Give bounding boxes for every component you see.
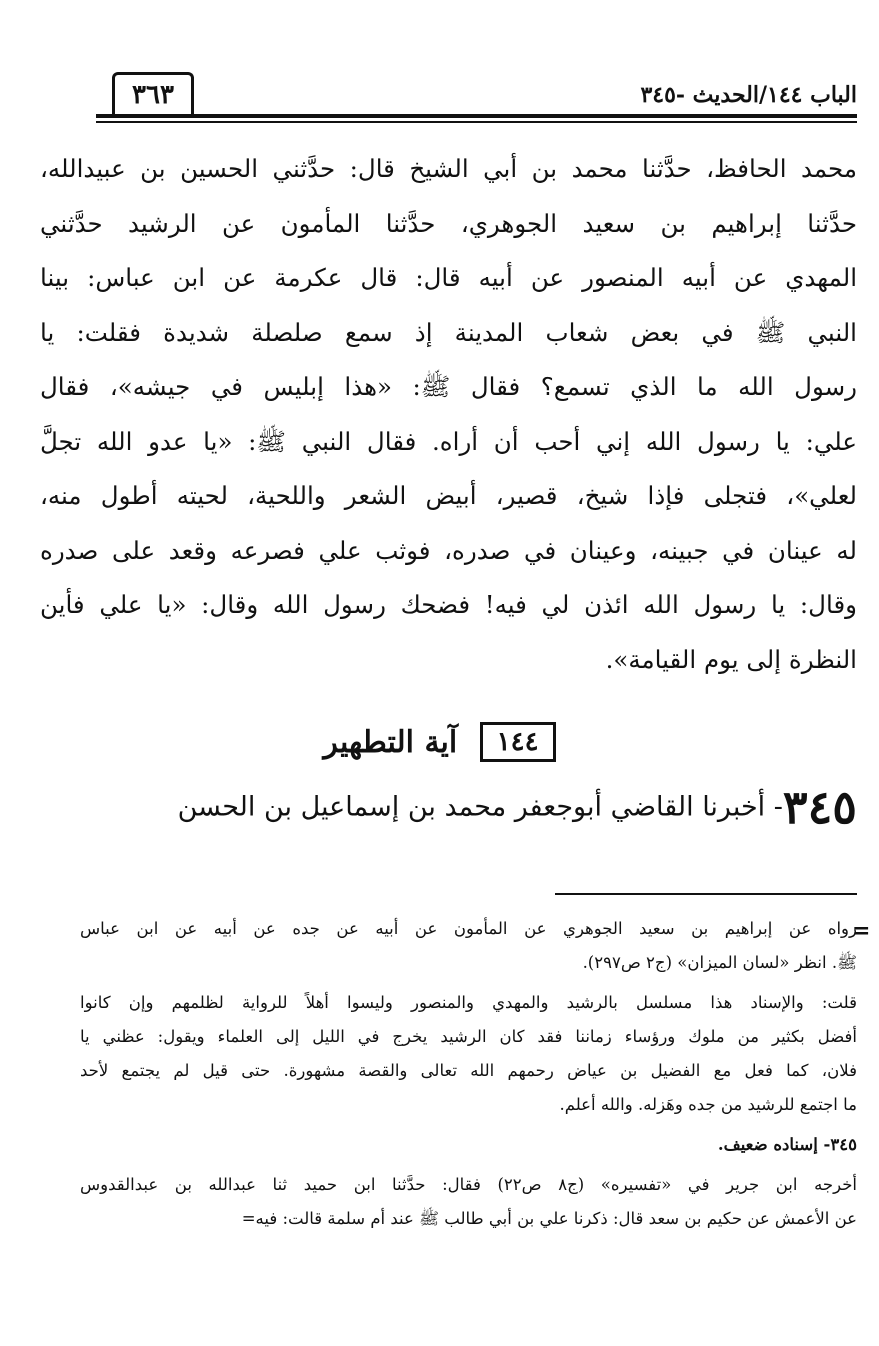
footnote-paragraph xyxy=(80,1128,857,1162)
page-number: ٣٦٣ xyxy=(112,72,194,115)
footnote-paragraph xyxy=(80,912,857,980)
footnote-separator xyxy=(555,893,857,895)
footnotes xyxy=(80,912,857,1242)
text-line: محمد الحافظ، حدَّثنا محمد بن أبي الشيخ قال: حدَّثني الحسين بن عبيدالله، xyxy=(40,154,857,183)
footnote-line: ما اجتمع للرشيد من جده وهَزله. والله أعلم. xyxy=(559,1095,857,1114)
footnote-paragraph xyxy=(80,1168,857,1236)
footnote-line: عن الأعمش عن حكيم بن سعد قال: ذكرنا علي بن أبي طالب ﷺ عند أم سلمة قالت: فيه= xyxy=(241,1209,857,1228)
footnote-line: ﷺ. انظر «لسان الميزان» (ج٢ ص٢٩٧). xyxy=(582,953,857,972)
section-number-box: ١٤٤ xyxy=(480,722,556,762)
footnote-line: ٣٤٥- إسناده ضعيف. xyxy=(717,1135,857,1154)
footnote-line: أخرجه ابن جرير في «تفسيره» (ج٨ ص٢٢) فقال: حدَّثنا ابن حميد ثنا عبدالله بن عبدالقدوس xyxy=(80,1175,857,1194)
text-line: حدَّثنا إبراهيم بن سعيد الجوهري، حدَّثنا المأمون عن الرشيد حدَّثني xyxy=(40,208,857,238)
hadith-opening xyxy=(40,780,857,834)
section-title: آية التطهير xyxy=(323,724,458,760)
text-line: النظرة إلى يوم القيامة». xyxy=(605,644,857,674)
footnote-line: رواه عن إبراهيم بن سعيد الجوهري عن المأمون عن أبيه عن جده عن أبيه عن ابن عباس xyxy=(80,919,857,938)
footnote-line: فلان، كما فعل مع الفضيل بن عياض رحمهم الله تعالى والقصة مشهورة. حتى قيل لم يجتمع لأحد xyxy=(80,1061,857,1080)
text-line: النبي ﷺ في بعض شعاب المدينة إذ سمع صلصلة شديدة فقلت: يا xyxy=(40,317,857,347)
section-heading xyxy=(0,722,879,762)
text-line: لعلي»، فتجلى فإذا شيخ، قصير، أبيض الشعر واللحية، لحيته أطول منه، xyxy=(40,481,857,510)
text-line: علي: يا رسول الله إني أحب أن أراه. فقال النبي ﷺ: «يا عدو الله تجلَّ xyxy=(40,426,857,456)
header-rule-thin xyxy=(96,121,857,123)
header-rule xyxy=(96,114,857,118)
footnote-line: أفضل بكثير من ملوك ورؤساء زماننا فقد كان الرشيد يخرج في الليل إلى العلماء ويقول: عظني يا xyxy=(80,1027,857,1046)
hadith-text: - أخبرنا القاضي أبوجعفر محمد بن إسماعيل بن الحسن xyxy=(177,791,783,823)
footnote-line: قلت: والإسناد هذا مسلسل بالرشيد والمهدي والمنصور وليسوا أهلاً للرواية لظلمهم وإن كانوا xyxy=(80,993,857,1012)
text-line: وقال: يا رسول الله ائذن لي فيه! فضحك رسول الله وقال: «يا علي فأين xyxy=(40,590,857,619)
hadith-number: ٣٤٥ xyxy=(782,780,857,834)
text-line: المهدي عن أبيه المنصور عن أبيه قال: قال عكرمة عن ابن عباس: بينا xyxy=(40,263,857,292)
continuation-mark: = xyxy=(852,918,871,944)
footnote-paragraph xyxy=(80,986,857,1122)
text-line: له عينان في جبينه، وعينان في صدره، فوثب علي فصرعه وقعد على صدره xyxy=(40,535,857,565)
text-line: رسول الله ما الذي تسمع؟ فقال ﷺ: «هذا إبليس في جيشه»، فقال xyxy=(40,372,857,401)
running-header: الباب ١٤٤/الحديث -٣٤٥ xyxy=(640,82,857,108)
main-text xyxy=(40,142,857,687)
